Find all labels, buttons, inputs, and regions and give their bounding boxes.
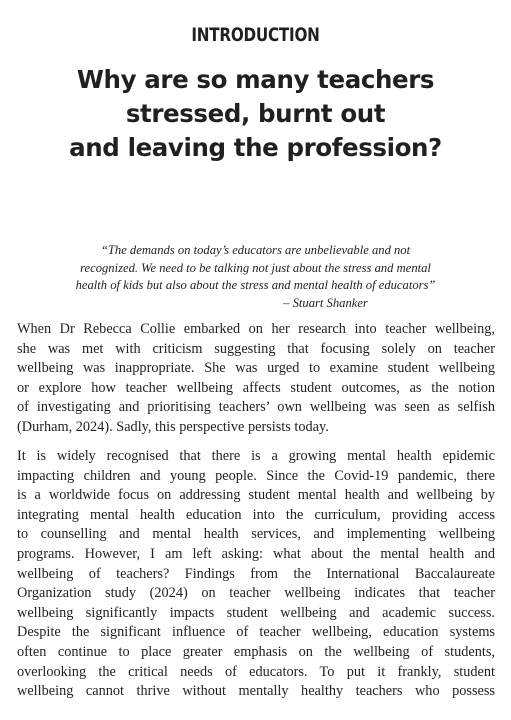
quote-attribution: – Stuart Shanker bbox=[283, 295, 368, 310]
paragraph-line: It is widely recognised that there is a growing mental health epidemic bbox=[17, 448, 495, 464]
paragraph-line: impacting children and young people. Since the Covid-19 pandemic, there bbox=[17, 467, 495, 484]
paragraph-line: often continue to place greater emphasis on the wellbeing of students, bbox=[17, 643, 495, 660]
chapter-title bbox=[30, 63, 481, 165]
paragraph-line: (Durham, 2024). Sadly, this perspective persists today. bbox=[17, 418, 329, 435]
paragraph-line: is a worldwide focus on addressing student mental health and wellbeing by bbox=[17, 487, 495, 504]
paragraph-line: or explore how teacher wellbeing affects student outcomes, as the notion bbox=[17, 379, 495, 396]
paragraph-line: overlooking the critical needs of educators. To put it frankly, student bbox=[17, 663, 495, 680]
quote-line: recognized. We need to be talking not just about the stress and mental bbox=[80, 260, 431, 275]
title-line: Why are so many teachers bbox=[76, 65, 435, 94]
quote-line: health of kids but also about the stress and mental health of educators” bbox=[75, 278, 436, 292]
paragraph-line: programs. However, I am left asking: what about the mental health and bbox=[17, 545, 495, 562]
body-paragraph bbox=[17, 447, 495, 702]
paragraph-line: Organization study (2024) on teacher wellbeing indicates that teacher bbox=[17, 585, 495, 602]
paragraph-line: When Dr Rebecca Collie embarked on her research into teacher wellbeing, bbox=[17, 321, 495, 337]
paragraph-line: wellbeing of teachers? Findings from the International Baccalaureate bbox=[17, 565, 495, 582]
body-paragraph bbox=[17, 320, 495, 438]
paragraph-line: integrating mental health education into the curriculum, providing access bbox=[17, 506, 495, 523]
paragraph-line: she was met with criticism suggesting that focusing solely on teacher bbox=[17, 340, 495, 357]
quote-line: “The demands on today’s educators are unbelievable and not bbox=[100, 243, 411, 257]
paragraph-line: wellbeing was inappropriate. She was urged to examine student wellbeing bbox=[17, 360, 495, 377]
title-line: stressed, burnt out bbox=[125, 99, 386, 128]
paragraph-line: of investigating and prioritising teachers’ own wellbeing was seen as selfish bbox=[17, 399, 495, 416]
paragraph-line: wellbeing significantly impacts student wellbeing and academic success. bbox=[17, 604, 495, 621]
paragraph-line: wellbeing cannot thrive without mentally healthy teachers who possess bbox=[17, 683, 495, 700]
epigraph-quote bbox=[30, 242, 481, 312]
section-label: INTRODUCTION bbox=[191, 24, 320, 46]
paragraph-line: to counselling and mental health services, and implementing wellbeing bbox=[17, 526, 495, 543]
title-line: and leaving the profession? bbox=[69, 133, 442, 162]
paragraph-line: Despite the significant influence of teacher wellbeing, education systems bbox=[17, 624, 495, 641]
